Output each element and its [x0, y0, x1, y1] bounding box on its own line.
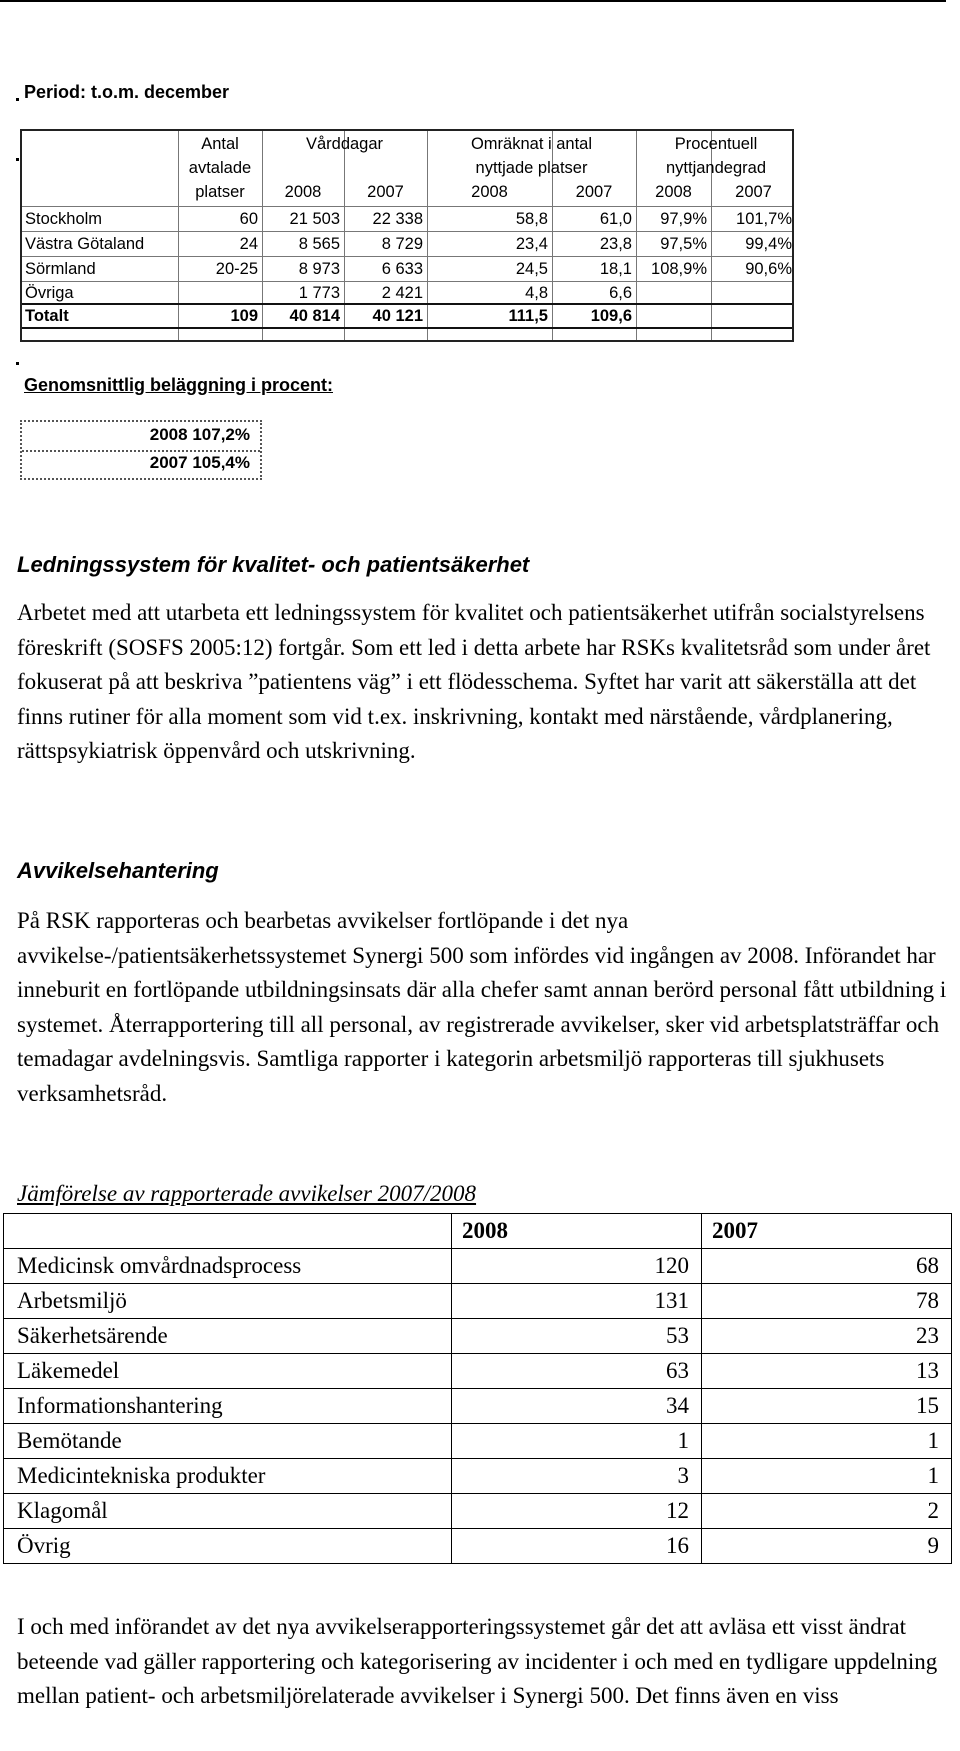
- top-rule: [0, 0, 946, 2]
- total-ny2008: 111,5: [508, 307, 548, 325]
- cell-vd2008: 8 565: [298, 235, 340, 253]
- cell-ny2007: 61,0: [599, 210, 632, 228]
- cell-pr2008: 108,9%: [651, 260, 707, 278]
- hdr-year: 2007: [735, 183, 772, 201]
- avg-row-2008: 2008 107,2%: [149, 425, 250, 444]
- row-name: Västra Götaland: [25, 235, 145, 253]
- avg-row-2007: 2007 105,4%: [149, 453, 250, 472]
- hdr-antal-1: Antal: [201, 135, 239, 153]
- hdr-omraknat-2: nyttjade platser: [475, 159, 588, 177]
- cell-platser: 24: [239, 235, 258, 253]
- row-name: Övriga: [25, 284, 74, 302]
- hdr-procentuell-2: nyttjandegrad: [666, 159, 766, 177]
- section-heading-quality: Ledningssystem för kvalitet- och patientsäkerhet: [17, 552, 530, 577]
- hdr-antal-3: platser: [195, 183, 245, 201]
- paragraph-quality: Arbetet med att utarbeta ett ledningssystem för kvalitet och patientsäkerhet utifrån socialstyrelsens föreskrift (SOSFS 2005:12) fortgår. Som ett led i detta arbete har RSKs kvalitetsråd som under året fokuserat på att beskriva ”patientens väg” i ett flödesschema. Syftet har varit att säkerställa att det finns rutiner för alla moment som vid t.ex. inskrivning, kontakt med närstående, vårdplanering, rättspsykiatrisk öppenvård och utskrivning.: [17, 600, 931, 763]
- scan-speck: [16, 362, 19, 365]
- cell-ny2007: 23,8: [599, 235, 632, 253]
- total-ny2007: 109,6: [590, 307, 632, 325]
- cell-vd2008: 1 773: [298, 284, 340, 302]
- hdr-year: 2007: [575, 183, 613, 201]
- cell-pr2008: 97,5%: [660, 235, 707, 253]
- section-heading-deviations: Avvikelsehantering: [17, 858, 219, 883]
- cell-ny2007: 6,6: [609, 284, 632, 302]
- cell-ny2008: 24,5: [515, 260, 548, 278]
- total-vd2008: 40 814: [289, 307, 340, 325]
- hdr-year: 2008: [284, 183, 322, 201]
- header-blank: [4, 1214, 452, 1249]
- occupancy-table: [20, 129, 794, 342]
- cell-vd2007: 6 633: [381, 260, 423, 278]
- table-row: Klagomål 12 2: [4, 1494, 952, 1529]
- cell-pr2007: 90,6%: [745, 260, 792, 278]
- period-label: Period: t.o.m. december: [24, 82, 230, 102]
- table-row: Informationshantering 34 15: [4, 1389, 952, 1424]
- cell-ny2008: 58,8: [515, 210, 548, 228]
- header-2007: 2007: [702, 1214, 952, 1249]
- table-row: Säkerhetsärende 53 23: [4, 1319, 952, 1354]
- row-name: Stockholm: [25, 210, 103, 228]
- paragraph-closing: I och med införandet av det nya avvikelserapporteringssystemet går det att avläsa ett visst ändrat beteende vad gäller rapportering och kategorisering av incidenter i och med en tydligare uppdelning mellan patient- och arbetsmiljörelaterade avvikelser i Synergi 500. Det finns även en viss: [17, 1614, 938, 1708]
- table-row: Medicinsk omvårdnadsprocess 120 68: [4, 1249, 952, 1284]
- hdr-procentuell-1: Procentuell: [674, 135, 758, 153]
- deviation-comparison-table: [3, 1213, 952, 1564]
- cell-platser: 20-25: [215, 260, 258, 278]
- table-row: Medicintekniska produkter 3 1: [4, 1459, 952, 1494]
- cell-pr2007: 101,7%: [736, 210, 792, 228]
- cell-vd2007: 8 729: [381, 235, 423, 253]
- hdr-year: 2008: [471, 183, 508, 201]
- hdr-year: 2007: [367, 183, 404, 201]
- cell-ny2008: 4,8: [525, 284, 548, 302]
- paragraph-deviations: På RSK rapporteras och bearbetas avvikelser fortlöpande i det nya avvikelse-/patientsäkerhetssystemet Synergi 500 som infördes vid ingången av 2008. Införandet har inneburit en fortlöpande utbildningsinsats där alla chefer samt annan berörd personal fått utbildning i systemet. Återrapportering till all personal, av registrerade avvikelser, sker vid arbetsplatsträffar och temadagar avdelningsvis. Samtliga rapporter i kategorin arbetsmiljö rapporteras till sjukhusets verksamhetsråd.: [17, 908, 947, 1106]
- cell-vd2007: 2 421: [381, 284, 423, 302]
- hdr-year: 2008: [655, 183, 692, 201]
- cell-pr2008: 97,9%: [660, 210, 707, 228]
- table-row: Arbetsmiljö 131 78: [4, 1284, 952, 1319]
- cell-vd2008: 8 973: [298, 260, 340, 278]
- scan-speck: [16, 98, 19, 101]
- cell-vd2007: 22 338: [372, 210, 423, 228]
- cell-platser: 60: [239, 210, 258, 228]
- cell-vd2008: 21 503: [289, 210, 340, 228]
- hdr-omraknat-1: Omräknat i antal: [470, 135, 593, 153]
- cell-pr2007: 99,4%: [745, 235, 792, 253]
- total-vd2007: 40 121: [372, 307, 423, 325]
- average-occupancy-title: Genomsnittlig beläggning i procent:: [24, 375, 333, 395]
- average-occupancy-box: [20, 420, 262, 480]
- total-label: Totalt: [25, 307, 69, 325]
- header-2008: 2008: [452, 1214, 702, 1249]
- comparison-caption: Jämförelse av rapporterade avvikelser 2007/2008: [17, 1181, 477, 1206]
- cell-ny2007: 18,1: [599, 260, 632, 278]
- hdr-antal-2: avtalade: [188, 159, 252, 177]
- table-row: Bemötande 1 1: [4, 1424, 952, 1459]
- table-row: Övrig 16 9: [4, 1529, 952, 1564]
- total-platser: 109: [230, 307, 258, 325]
- row-name: Sörmland: [25, 260, 96, 278]
- table-row: Läkemedel 63 13: [4, 1354, 952, 1389]
- cell-ny2008: 23,4: [515, 235, 548, 253]
- scan-speck: [16, 158, 19, 161]
- hdr-varddagar: Vårddagar: [305, 135, 384, 153]
